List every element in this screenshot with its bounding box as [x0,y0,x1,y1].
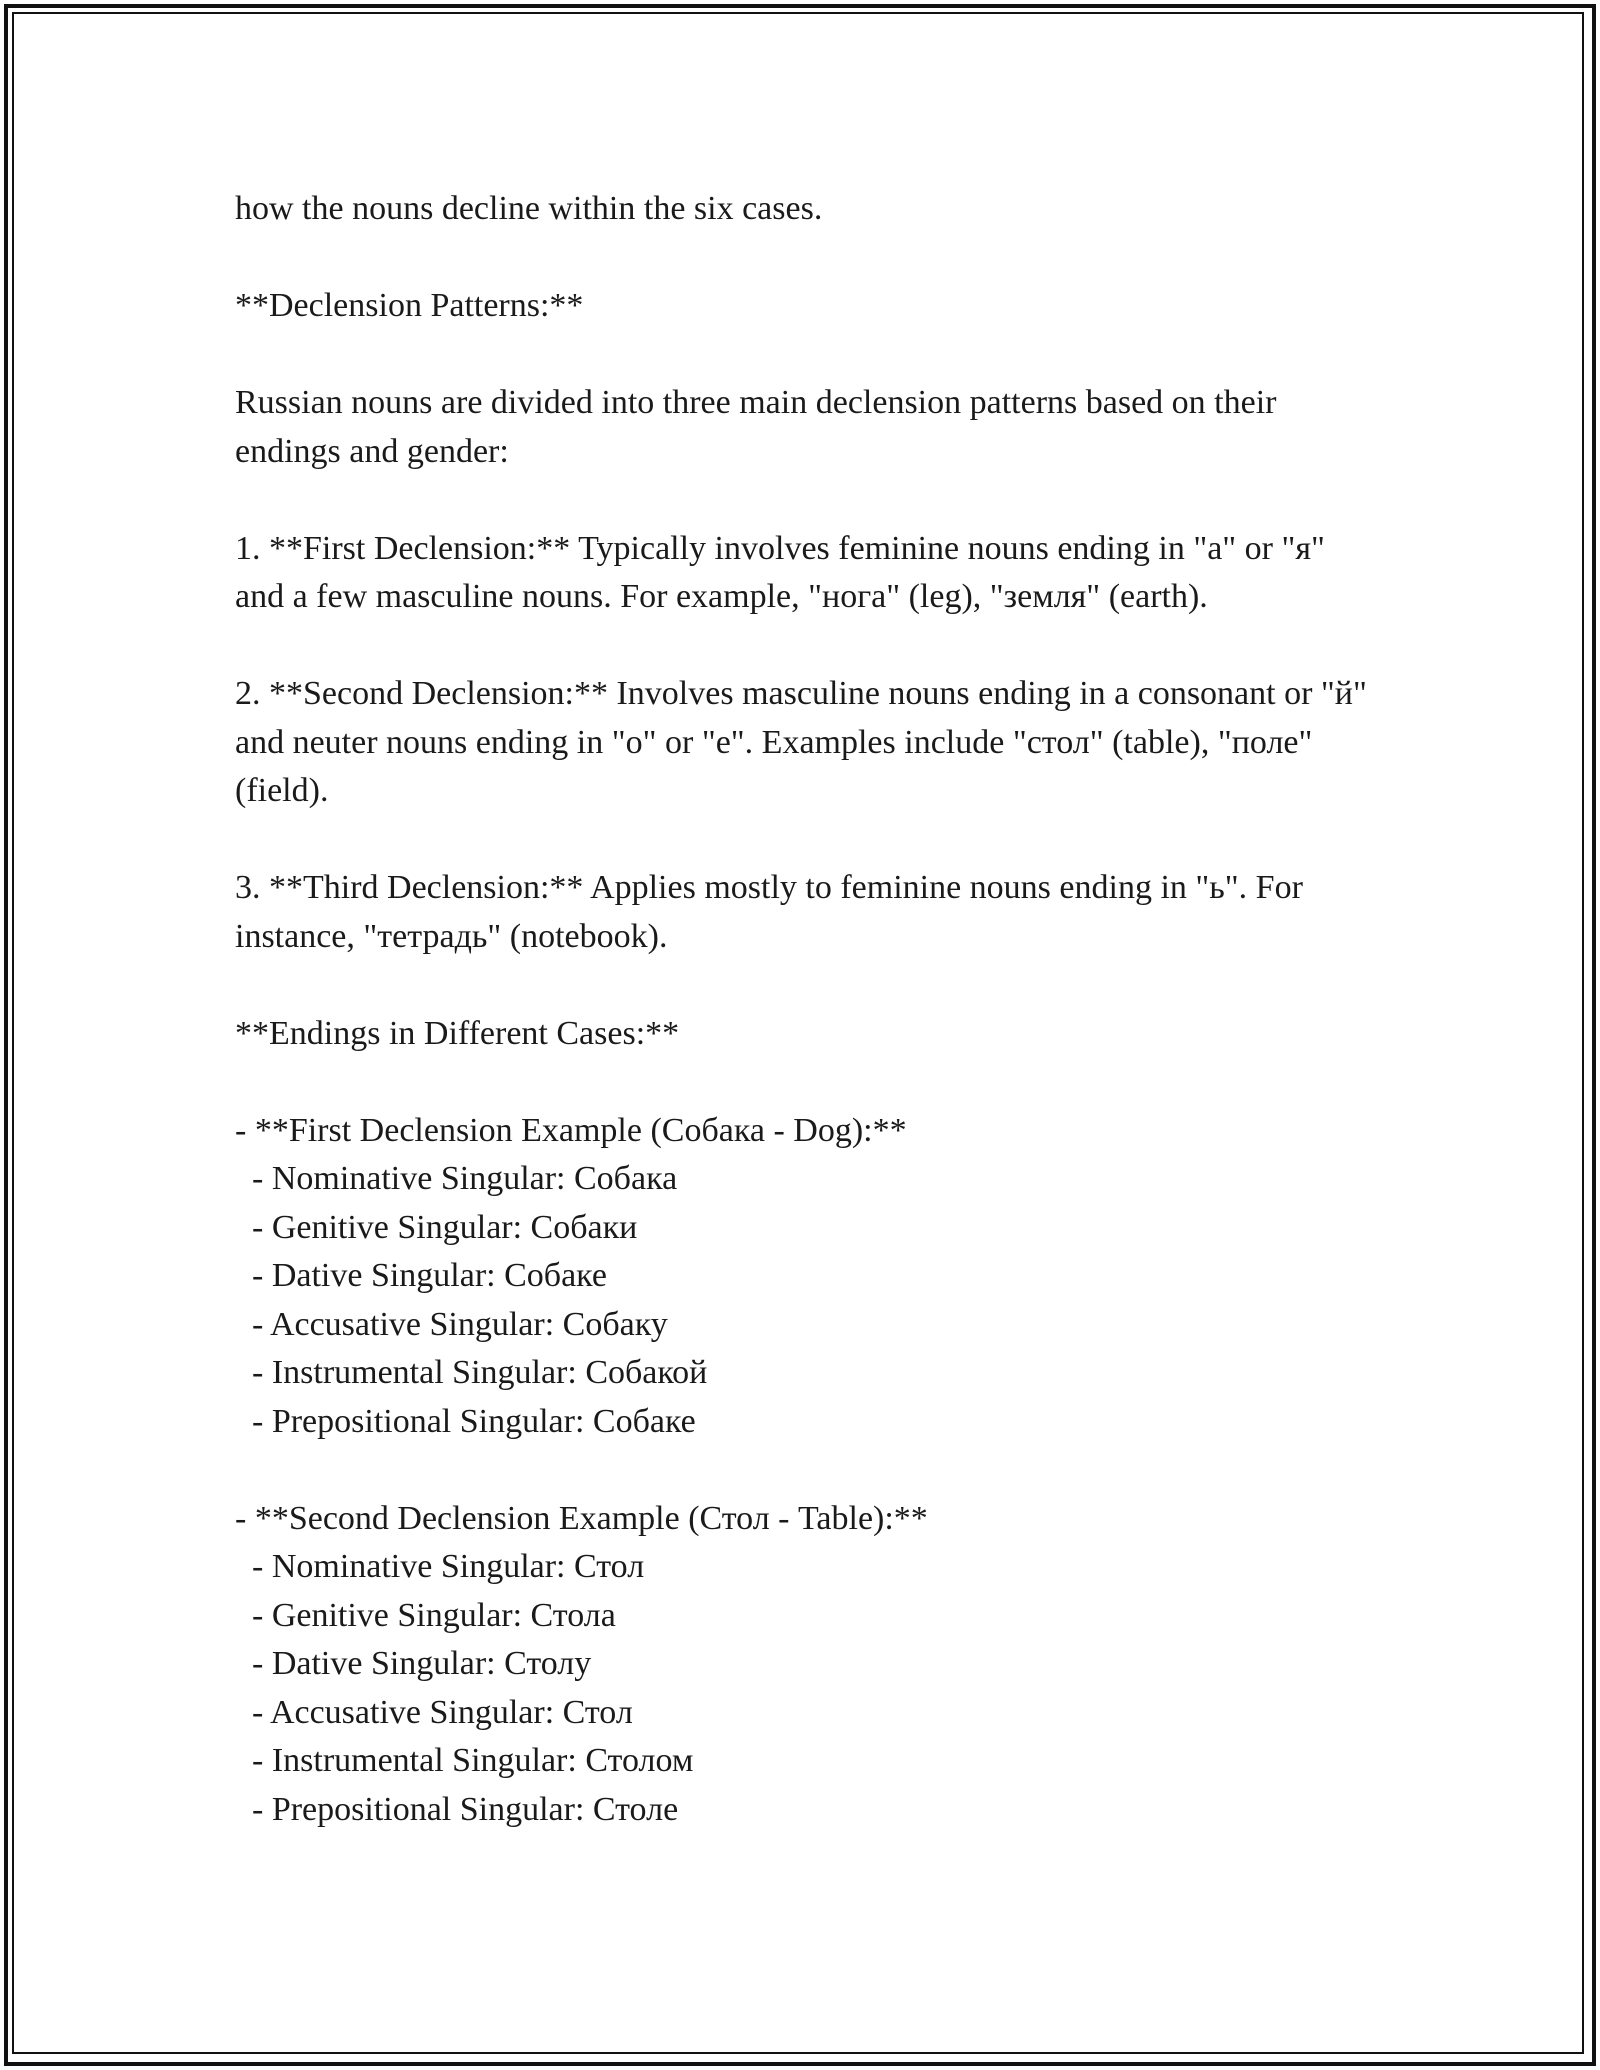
paragraph-intro-continuation: how the nouns decline within the six cases. [235,190,823,227]
first-example-heading: - **First Declension Example (Собака - Dog):** [235,1111,907,1149]
paragraph-first-declension: 1. **First Declension:** Typically involves feminine nouns ending in "а" or "я" and a few masculine nouns. For example, "нога" (leg), "земля" (earth). [235,529,1325,615]
list-item: - Genitive Singular: Стола [235,1596,616,1634]
second-declension-example [235,1495,1375,1835]
heading-declension-patterns: **Declension Patterns:** [235,287,584,324]
list-item: - Accusative Singular: Собаку [235,1305,668,1343]
list-item: - Nominative Singular: Собака [235,1160,678,1197]
list-item: - Accusative Singular: Стол [235,1693,633,1731]
second-example-heading: - **Second Declension Example (Стол - Table):** [235,1499,928,1537]
list-item: - Instrumental Singular: Собакой [235,1354,708,1391]
paragraph-third-declension: 3. **Third Declension:** Applies mostly to feminine nouns ending in "ь". For instance, "тетрадь" (notebook). [235,869,1303,955]
first-declension-example [235,1107,1375,1447]
paragraph-second-declension: 2. **Second Declension:** Involves masculine nouns ending in a consonant or "й" and neuter nouns ending in "о" or "е". Examples include "стол" (table), "поле" (field). [235,675,1367,809]
list-item: - Dative Singular: Столу [235,1645,592,1682]
list-item: - Instrumental Singular: Столом [235,1742,694,1779]
list-item: - Genitive Singular: Собаки [235,1208,638,1246]
heading-endings-cases: **Endings in Different Cases:** [235,1014,680,1052]
document-body [235,185,1375,1883]
list-item: - Prepositional Singular: Столе [235,1790,679,1828]
list-item: - Nominative Singular: Стол [235,1548,645,1585]
list-item: - Dative Singular: Собаке [235,1257,607,1294]
paragraph-declension-overview: Russian nouns are divided into three main declension patterns based on their endings and gender: [235,384,1277,470]
list-item: - Prepositional Singular: Собаке [235,1402,696,1440]
